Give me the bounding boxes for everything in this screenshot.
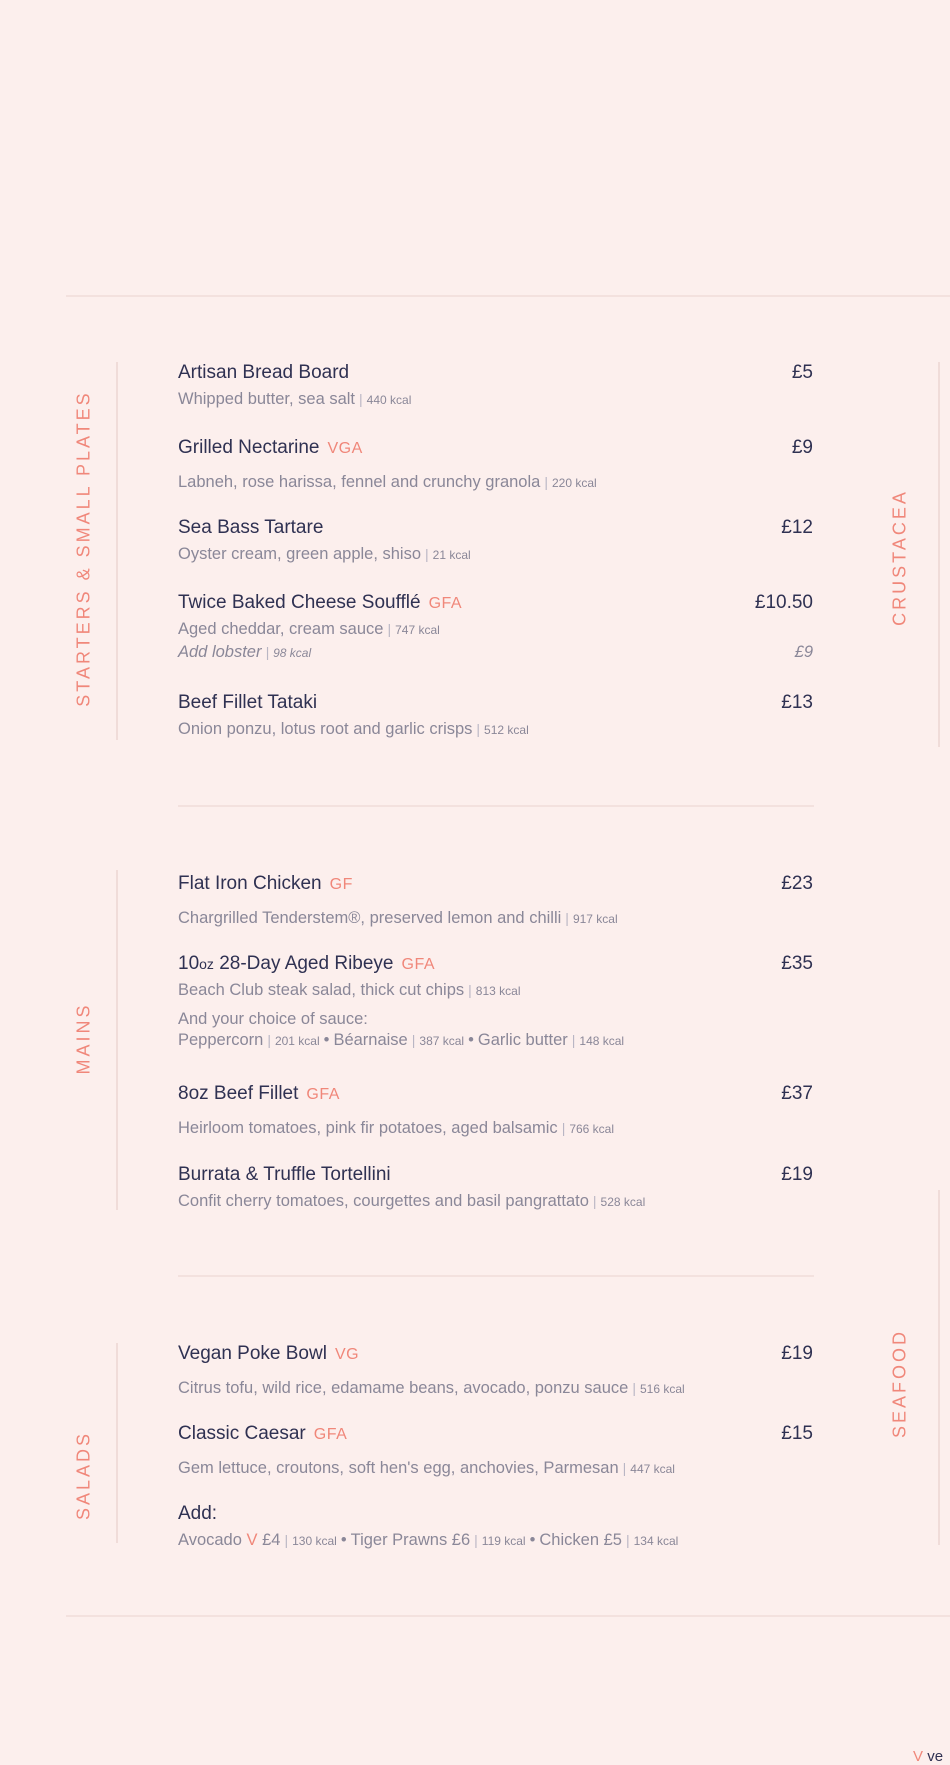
sauce-kcal: 387 kcal: [419, 1034, 465, 1048]
addon-price: £5: [603, 1531, 622, 1549]
item-kcal: 512 kcal: [484, 723, 529, 737]
item-kcal: 21 kcal: [432, 548, 471, 562]
divider-top: [66, 295, 950, 297]
item-name-unit: oz: [199, 956, 214, 972]
dietary-tag: VG: [334, 1346, 360, 1363]
section-label-seafood: SEAFOOD: [889, 1329, 910, 1439]
divider-bottom: [66, 1615, 950, 1617]
item-description: Heirloom tomatoes, pink fir potatoes, aged balsamic: [178, 1119, 558, 1137]
rule-starters: [116, 362, 118, 740]
menu-item: Grilled Nectarine VGA £9 Labneh, rose harissa, fennel and crunchy granola | 220 kcal: [178, 437, 813, 491]
item-price: £35: [781, 953, 813, 974]
item-description: Oyster cream, green apple, shiso: [178, 545, 422, 563]
item-description: Confit cherry tomatoes, courgettes and basil pangrattato: [178, 1192, 589, 1210]
addon-kcal: 119 kcal: [481, 1534, 526, 1548]
sauce-intro: And your choice of sauce:: [178, 1010, 368, 1028]
dietary-tag: GFA: [313, 1426, 348, 1443]
footer-text: ve: [927, 1748, 944, 1765]
item-name: Classic Caesar: [178, 1423, 306, 1444]
menu-item: 10oz 28-Day Aged Ribeye GFA £35 Beach Club steak salad, thick cut chips | 813 kcal And your choice of sauce: Peppercorn | 201 kcal • Béarnaise | 387 kcal • Garlic butter | 148 kcal: [178, 953, 813, 1049]
section-label-mains: MAINS: [73, 1002, 94, 1075]
addon-name: Chicken: [539, 1531, 600, 1549]
item-description: Beach Club steak salad, thick cut chips: [178, 981, 465, 999]
menu-item: Flat Iron Chicken GF £23 Chargrilled Tenderstem®, preserved lemon and chilli | 917 kcal: [178, 873, 813, 927]
menu-item: Classic Caesar GFA £15 Gem lettuce, croutons, soft hen's egg, anchovies, Parmesan | 447 kcal: [178, 1423, 813, 1477]
add-ons: Add: Avocado V £4 | 130 kcal • Tiger Prawns £6 | 119 kcal • Chicken £5 | 134 kcal: [178, 1503, 813, 1550]
item-price: £5: [791, 362, 813, 383]
item-name: Burrata & Truffle Tortellini: [178, 1164, 391, 1185]
item-name: Twice Baked Cheese Soufflé: [178, 592, 421, 613]
rule-salads: [116, 1343, 118, 1543]
item-name: Vegan Poke Bowl: [178, 1343, 327, 1364]
sauce-name: Garlic butter: [477, 1031, 568, 1049]
item-description: Chargrilled Tenderstem®, preserved lemon and chilli: [178, 909, 562, 927]
dietary-tag: VGA: [327, 440, 363, 457]
item-kcal: 440 kcal: [366, 393, 412, 407]
item-name: Flat Iron Chicken: [178, 873, 322, 894]
item-name: Beef Fillet Tataki: [178, 692, 318, 713]
item-name: Sea Bass Tartare: [178, 517, 324, 538]
menu-item: Vegan Poke Bowl VG £19 Citrus tofu, wild rice, edamame beans, avocado, ponzu sauce | 516 kcal: [178, 1343, 813, 1397]
addon-kcal: 98 kcal: [273, 646, 312, 660]
dietary-tag: GF: [329, 876, 353, 893]
sauce-name: Béarnaise: [333, 1031, 408, 1049]
addon-price: £6: [451, 1531, 471, 1549]
menu-item: Beef Fillet Tataki £13 Onion ponzu, lotus root and garlic crisps | 512 kcal: [178, 692, 813, 738]
addon-name: Tiger Prawns: [350, 1531, 448, 1549]
item-price: £37: [781, 1083, 813, 1104]
item-kcal: 220 kcal: [551, 476, 597, 490]
addon-name: Add lobster: [178, 643, 262, 661]
item-name: Artisan Bread Board: [178, 362, 350, 383]
item-description: Onion ponzu, lotus root and garlic crisps: [178, 720, 473, 738]
addon-price: £4: [262, 1531, 281, 1549]
menu-item: Artisan Bread Board £5 Whipped butter, sea salt | 440 kcal: [178, 362, 813, 408]
item-description: Whipped butter, sea salt: [178, 390, 356, 408]
item-kcal: 528 kcal: [600, 1195, 646, 1209]
rule-crustacea: [938, 362, 940, 747]
section-label-salads: SALADS: [73, 1430, 94, 1521]
rule-mains: [116, 870, 118, 1210]
item-kcal: 917 kcal: [572, 912, 618, 926]
sauce-kcal: 201 kcal: [274, 1034, 320, 1048]
menu-item: Twice Baked Cheese Soufflé GFA £10.50 Aged cheddar, cream sauce | 747 kcal Add lobster | 98 kcal £9: [178, 592, 813, 661]
item-description: Citrus tofu, wild rice, edamame beans, avocado, ponzu sauce: [178, 1379, 629, 1397]
item-kcal: 813 kcal: [475, 984, 521, 998]
addon-kcal: 130 kcal: [292, 1534, 337, 1548]
menu-item: Burrata & Truffle Tortellini £19 Confit cherry tomatoes, courgettes and basil pangrattato | 528 kcal: [178, 1164, 813, 1210]
item-description: Aged cheddar, cream sauce: [178, 620, 384, 638]
addon-name: Avocado: [178, 1531, 242, 1549]
item-price: £15: [781, 1423, 813, 1444]
item-price: £9: [791, 437, 813, 458]
item-price: £19: [781, 1343, 813, 1364]
footer-v-mark: V: [913, 1748, 924, 1765]
item-kcal: 516 kcal: [639, 1382, 685, 1396]
vegetarian-mark: V: [246, 1531, 258, 1549]
item-price: £13: [781, 692, 813, 713]
sauce-kcal: 148 kcal: [579, 1034, 625, 1048]
divider-mains-salads: [178, 1275, 814, 1277]
add-ons-title: Add:: [178, 1503, 218, 1524]
item-price: £23: [781, 873, 813, 894]
item-price: £12: [781, 517, 813, 538]
item-name: Grilled Nectarine: [178, 437, 320, 458]
item-name: 8oz Beef Fillet: [178, 1083, 299, 1104]
section-label-starters: STARTERS & SMALL PLATES: [73, 390, 94, 707]
section-label-crustacea: CRUSTACEA: [889, 489, 910, 626]
addon-kcal: 134 kcal: [633, 1534, 679, 1548]
rule-seafood: [938, 1190, 940, 1545]
item-kcal: 447 kcal: [630, 1462, 675, 1476]
item-name-number: 10: [178, 953, 200, 974]
sauce-name: Peppercorn: [178, 1031, 264, 1049]
item-price: £10.50: [754, 592, 813, 613]
addon-price: £9: [794, 643, 813, 661]
menu-item: 8oz Beef Fillet GFA £37 Heirloom tomatoes, pink fir potatoes, aged balsamic | 766 kcal: [178, 1083, 813, 1137]
footer-legend: [913, 1748, 943, 1765]
dietary-tag: GFA: [428, 595, 463, 612]
item-kcal: 766 kcal: [569, 1122, 615, 1136]
item-kcal: 747 kcal: [395, 623, 440, 637]
dietary-tag: GFA: [306, 1086, 340, 1103]
item-description: Gem lettuce, croutons, soft hen's egg, anchovies, Parmesan: [178, 1459, 619, 1477]
dietary-tag: GFA: [401, 956, 436, 973]
divider-starters-mains: [178, 805, 814, 807]
item-name: 28-Day Aged Ribeye: [213, 953, 394, 974]
item-description: Labneh, rose harissa, fennel and crunchy granola: [178, 473, 541, 491]
menu-item: Sea Bass Tartare £12 Oyster cream, green apple, shiso | 21 kcal: [178, 517, 813, 563]
item-price: £19: [781, 1164, 813, 1185]
